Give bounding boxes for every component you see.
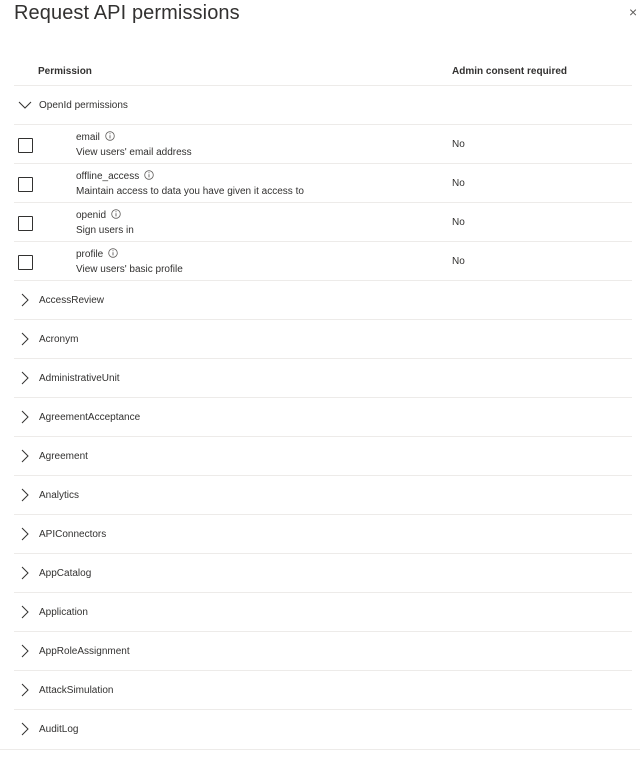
group-label: Agreement xyxy=(39,451,88,462)
info-icon[interactable] xyxy=(108,248,118,261)
chevron-right-icon[interactable] xyxy=(18,332,32,346)
admin-consent-value: No xyxy=(452,256,465,267)
permission-checkbox[interactable] xyxy=(18,216,33,231)
group-label: OpenId permissions xyxy=(39,100,128,111)
group-row-openid-permissions[interactable] xyxy=(14,85,632,124)
chevron-right-icon[interactable] xyxy=(18,527,32,541)
info-icon[interactable] xyxy=(105,131,115,144)
group-label: AgreementAcceptance xyxy=(39,412,141,423)
chevron-right-icon[interactable] xyxy=(18,683,32,697)
permission-description: View users' email address xyxy=(76,147,192,158)
permission-checkbox[interactable] xyxy=(18,255,33,270)
admin-consent-value: No xyxy=(452,139,465,150)
group-label: AuditLog xyxy=(39,724,79,735)
group-label: AccessReview xyxy=(39,295,105,306)
panel-footer-divider xyxy=(0,749,640,750)
group-row-attacksimulation[interactable] xyxy=(14,670,632,709)
permission-row-email[interactable] xyxy=(14,124,632,163)
column-header-permission[interactable]: Permission xyxy=(38,66,92,77)
group-row-approleassignment[interactable] xyxy=(14,631,632,670)
chevron-right-icon[interactable] xyxy=(18,449,32,463)
group-row-apiconnectors[interactable] xyxy=(14,514,632,553)
group-label: AdministrativeUnit xyxy=(39,373,120,384)
info-icon[interactable] xyxy=(111,209,121,222)
chevron-right-icon[interactable] xyxy=(18,605,32,619)
group-row-agreementacceptance[interactable] xyxy=(14,397,632,436)
permission-name: profile xyxy=(76,248,118,261)
column-header-admin-consent[interactable]: Admin consent required xyxy=(452,66,568,77)
panel-title: Request API permissions xyxy=(14,2,240,24)
chevron-right-icon[interactable] xyxy=(18,293,32,307)
permission-row-profile[interactable] xyxy=(14,241,632,280)
chevron-right-icon[interactable] xyxy=(18,371,32,385)
group-row-administrativeunit[interactable] xyxy=(14,358,632,397)
permission-name: email xyxy=(76,131,115,144)
chevron-down-icon[interactable] xyxy=(18,98,32,112)
group-label: Application xyxy=(39,607,88,618)
group-label: Acronym xyxy=(39,334,79,345)
chevron-right-icon[interactable] xyxy=(18,722,32,736)
group-row-agreement[interactable] xyxy=(14,436,632,475)
permission-checkbox[interactable] xyxy=(18,177,33,192)
group-label: AppRoleAssignment xyxy=(39,646,130,657)
permission-description: Maintain access to data you have given it access to xyxy=(76,186,304,197)
group-row-accessreview[interactable] xyxy=(14,280,632,319)
group-row-auditlog[interactable] xyxy=(14,709,632,748)
permission-row-offline-access[interactable] xyxy=(14,163,632,202)
chevron-right-icon[interactable] xyxy=(18,644,32,658)
group-row-acronym[interactable] xyxy=(14,319,632,358)
permission-row-openid[interactable] xyxy=(14,202,632,241)
info-icon[interactable] xyxy=(144,170,154,183)
group-label: AppCatalog xyxy=(39,568,92,579)
group-label: Analytics xyxy=(39,490,80,501)
permission-description: Sign users in xyxy=(76,225,134,236)
group-row-application[interactable] xyxy=(14,592,632,631)
group-label: APIConnectors xyxy=(39,529,107,540)
admin-consent-value: No xyxy=(452,178,465,189)
admin-consent-value: No xyxy=(452,217,465,228)
group-label: AttackSimulation xyxy=(39,685,114,696)
chevron-right-icon[interactable] xyxy=(18,410,32,424)
permission-checkbox[interactable] xyxy=(18,138,33,153)
group-row-analytics[interactable] xyxy=(14,475,632,514)
chevron-right-icon[interactable] xyxy=(18,566,32,580)
group-row-appcatalog[interactable] xyxy=(14,553,632,592)
permission-description: View users' basic profile xyxy=(76,264,183,275)
close-icon[interactable]: × xyxy=(629,4,638,20)
permission-name: openid xyxy=(76,209,121,222)
chevron-right-icon[interactable] xyxy=(18,488,32,502)
permission-name: offline_access xyxy=(76,170,154,183)
